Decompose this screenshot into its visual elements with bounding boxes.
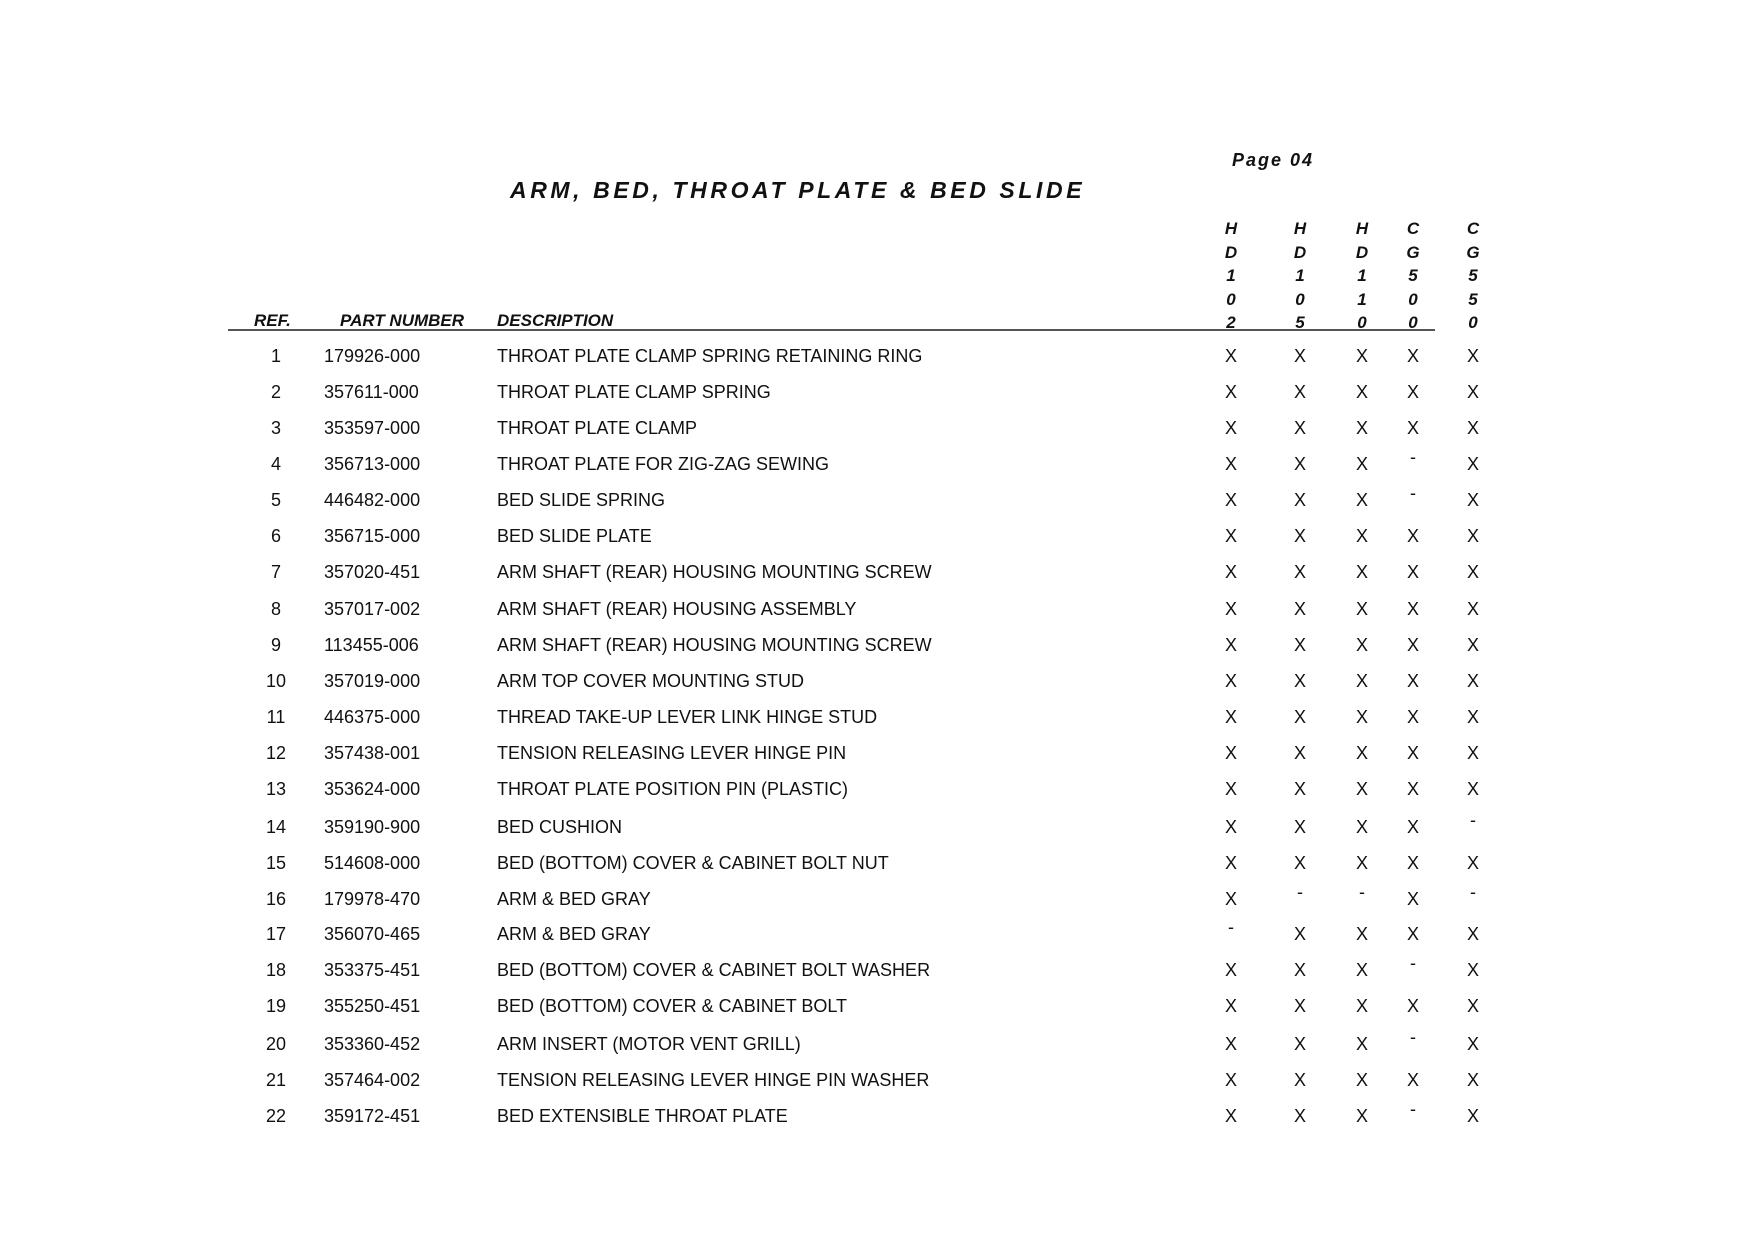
model-mark-cell: X <box>1466 1034 1479 1054</box>
model-mark-cell: X <box>1406 562 1419 582</box>
model-header-char: D <box>1224 242 1238 262</box>
table-row <box>0 705 1754 729</box>
model-mark-cell: X <box>1466 490 1479 510</box>
ref-cell: 15 <box>265 853 287 873</box>
model-mark-cell: - <box>1470 810 1476 830</box>
model-mark-cell: X <box>1293 562 1306 582</box>
table-row <box>0 741 1754 765</box>
description-cell: THROAT PLATE FOR ZIG-ZAG SEWING <box>497 454 830 474</box>
model-mark-cell: X <box>1355 526 1368 546</box>
model-mark-cell: X <box>1466 599 1479 619</box>
model-mark-cell: X <box>1355 599 1368 619</box>
table-row <box>0 1027 1754 1056</box>
model-mark-cell: X <box>1466 671 1479 691</box>
model-mark-cell: X <box>1293 526 1306 546</box>
model-mark-cell: X <box>1406 526 1419 546</box>
table-row <box>0 416 1754 440</box>
model-mark-cell: X <box>1293 490 1306 510</box>
description-cell: ARM & BED GRAY <box>497 924 651 944</box>
model-mark-cell: X <box>1293 418 1306 438</box>
model-mark-cell: X <box>1406 996 1419 1016</box>
model-header-2 <box>1285 217 1315 335</box>
model-mark-cell: X <box>1466 454 1479 474</box>
table-row <box>0 633 1754 657</box>
model-header-char: 5 <box>1295 313 1305 332</box>
model-mark-cell: X <box>1406 817 1419 837</box>
model-mark-cell: X <box>1224 490 1237 510</box>
part-number-cell: 179926-000 <box>324 346 421 366</box>
description-cell: BED SLIDE PLATE <box>497 526 652 546</box>
model-mark-cell: X <box>1406 924 1419 944</box>
model-header-char: 1 <box>1357 266 1367 285</box>
ref-cell: 2 <box>270 382 281 402</box>
model-mark-cell: X <box>1406 382 1419 402</box>
model-mark-cell: X <box>1355 1034 1368 1054</box>
part-number-cell: 353375-451 <box>324 960 421 980</box>
part-number-cell: 353597-000 <box>324 418 421 438</box>
model-header-char: G <box>1406 242 1420 262</box>
description-cell: THROAT PLATE CLAMP SPRING RETAINING RING <box>497 346 923 366</box>
ref-cell: 12 <box>265 743 287 763</box>
model-mark-cell: - <box>1410 953 1416 973</box>
part-number-cell: 356715-000 <box>324 526 421 546</box>
model-mark-cell: X <box>1355 418 1368 438</box>
part-number-cell: 356713-000 <box>324 454 421 474</box>
model-header-char: D <box>1355 242 1369 262</box>
model-mark-cell: X <box>1293 454 1306 474</box>
model-mark-cell: - <box>1410 1027 1416 1047</box>
model-header-char: 2 <box>1226 313 1236 332</box>
part-number-cell: 357020-451 <box>324 562 421 582</box>
model-header-char: D <box>1293 242 1307 262</box>
model-mark-cell: X <box>1466 707 1479 727</box>
description-cell: BED (BOTTOM) COVER & CABINET BOLT NUT <box>497 853 889 873</box>
model-mark-cell: X <box>1355 1070 1368 1090</box>
model-header-char: 5 <box>1468 266 1478 285</box>
ref-cell: 18 <box>265 960 287 980</box>
model-mark-cell: X <box>1293 817 1306 837</box>
part-number-cell: 446375-000 <box>324 707 421 727</box>
model-mark-cell: X <box>1293 346 1306 366</box>
ref-cell: 17 <box>265 924 287 944</box>
model-mark-cell: X <box>1293 779 1306 799</box>
model-mark-cell: X <box>1224 346 1237 366</box>
part-number-cell: 353360-452 <box>324 1034 421 1054</box>
model-mark-cell: - <box>1410 483 1416 503</box>
model-mark-cell: X <box>1406 707 1419 727</box>
description-cell: ARM SHAFT (REAR) HOUSING ASSEMBLY <box>497 599 857 619</box>
model-mark-cell: X <box>1293 1106 1306 1126</box>
ref-cell: 11 <box>266 707 286 727</box>
column-header-description: DESCRIPTION <box>497 311 614 330</box>
model-mark-cell: X <box>1224 671 1237 691</box>
model-mark-cell: X <box>1466 635 1479 655</box>
part-number-cell: 355250-451 <box>324 996 421 1016</box>
model-mark-cell: X <box>1406 599 1419 619</box>
model-header-char: G <box>1466 242 1480 262</box>
model-mark-cell: X <box>1466 996 1479 1016</box>
model-mark-cell: X <box>1466 779 1479 799</box>
description-cell: BED (BOTTOM) COVER & CABINET BOLT WASHER <box>497 960 931 980</box>
model-mark-cell: X <box>1293 1070 1306 1090</box>
model-header-char: 1 <box>1357 289 1367 309</box>
model-header-char: 1 <box>1226 266 1236 285</box>
model-header-char: 0 <box>1408 289 1418 309</box>
model-mark-cell: X <box>1355 779 1368 799</box>
part-number-cell: 359190-900 <box>324 817 421 837</box>
ref-cell: 13 <box>265 779 287 799</box>
model-mark-cell: X <box>1406 889 1419 909</box>
table-row <box>0 851 1754 875</box>
model-mark-cell: X <box>1406 671 1419 691</box>
model-mark-cell: X <box>1355 996 1368 1016</box>
model-mark-cell: X <box>1224 707 1237 727</box>
part-number-cell: 446482-000 <box>324 490 421 510</box>
model-mark-cell: X <box>1355 490 1368 510</box>
model-mark-cell: X <box>1293 671 1306 691</box>
model-header-char: 0 <box>1295 289 1305 309</box>
model-mark-cell: X <box>1224 1034 1237 1054</box>
model-mark-cell: X <box>1293 743 1306 763</box>
part-number-cell: 514608-000 <box>324 853 421 873</box>
description-cell: BED CUSHION <box>497 817 623 837</box>
model-header-char: C <box>1466 219 1480 238</box>
description-cell: BED (BOTTOM) COVER & CABINET BOLT <box>497 996 848 1016</box>
part-number-cell: 357438-001 <box>324 743 421 763</box>
description-cell: TENSION RELEASING LEVER HINGE PIN <box>497 743 847 763</box>
model-header-1 <box>1216 217 1246 335</box>
model-mark-cell: X <box>1224 454 1237 474</box>
model-mark-cell: X <box>1406 779 1419 799</box>
model-mark-cell: X <box>1406 743 1419 763</box>
model-mark-cell: X <box>1224 960 1237 980</box>
model-mark-cell: X <box>1355 562 1368 582</box>
table-row <box>0 483 1754 512</box>
ref-cell: 22 <box>265 1106 287 1126</box>
model-mark-cell: X <box>1355 635 1368 655</box>
description-cell: ARM & BED GRAY <box>497 889 651 909</box>
model-mark-cell: X <box>1406 853 1419 873</box>
model-mark-cell: X <box>1466 1070 1479 1090</box>
description-cell: ARM SHAFT (REAR) HOUSING MOUNTING SCREW <box>497 562 932 582</box>
model-header-4 <box>1398 217 1428 335</box>
ref-cell: 4 <box>270 454 281 474</box>
part-number-cell: 356070-465 <box>324 924 421 944</box>
ref-cell: 10 <box>265 671 287 691</box>
model-mark-cell: X <box>1224 382 1237 402</box>
model-mark-cell: X <box>1406 346 1419 366</box>
model-mark-cell: - <box>1297 882 1303 902</box>
model-mark-cell: X <box>1224 526 1237 546</box>
part-number-cell: 359172-451 <box>324 1106 421 1126</box>
part-number-cell: 179978-470 <box>324 889 421 909</box>
model-mark-cell: X <box>1224 996 1237 1016</box>
page-number: Page 04 <box>1232 150 1315 170</box>
model-mark-cell: - <box>1410 447 1416 467</box>
model-mark-cell: X <box>1293 960 1306 980</box>
part-number-cell: 357019-000 <box>324 671 421 691</box>
model-mark-cell: X <box>1355 346 1368 366</box>
model-mark-cell: X <box>1293 599 1306 619</box>
model-mark-cell: - <box>1470 882 1476 902</box>
part-number-cell: 357611-000 <box>324 382 419 402</box>
table-row <box>0 447 1754 476</box>
model-header-char: H <box>1355 219 1369 238</box>
column-header-ref: REF. <box>254 311 291 330</box>
model-mark-cell: X <box>1466 346 1479 366</box>
ref-cell: 3 <box>270 418 281 438</box>
model-mark-cell: X <box>1466 743 1479 763</box>
ref-cell: 1 <box>270 346 281 366</box>
part-number-cell: 357464-002 <box>324 1070 421 1090</box>
ref-cell: 9 <box>270 635 281 655</box>
description-cell: TENSION RELEASING LEVER HINGE PIN WASHER <box>497 1070 930 1090</box>
description-cell: ARM TOP COVER MOUNTING STUD <box>497 671 805 691</box>
model-mark-cell: X <box>1466 562 1479 582</box>
model-mark-cell: X <box>1466 1106 1479 1126</box>
description-cell: ARM INSERT (MOTOR VENT GRILL) <box>497 1034 801 1054</box>
table-row <box>0 777 1754 801</box>
model-mark-cell: X <box>1293 1034 1306 1054</box>
model-mark-cell: - <box>1410 1099 1416 1119</box>
table-row <box>0 882 1754 911</box>
model-mark-cell: X <box>1466 924 1479 944</box>
part-number-cell: 357017-002 <box>324 599 421 619</box>
table-row <box>0 810 1754 839</box>
ref-cell: 5 <box>270 490 281 510</box>
table-row <box>0 1099 1754 1128</box>
table-row <box>0 917 1754 946</box>
model-mark-cell: X <box>1224 779 1237 799</box>
model-mark-cell: X <box>1224 817 1237 837</box>
model-mark-cell: X <box>1293 924 1306 944</box>
description-cell: THROAT PLATE POSITION PIN (PLASTIC) <box>497 779 849 799</box>
model-mark-cell: X <box>1224 418 1237 438</box>
table-row <box>0 669 1754 693</box>
ref-cell: 21 <box>265 1070 287 1090</box>
model-mark-cell: X <box>1406 1070 1419 1090</box>
model-mark-cell: X <box>1224 853 1237 873</box>
ref-cell: 20 <box>265 1034 287 1054</box>
model-mark-cell: X <box>1466 526 1479 546</box>
model-header-char: 5 <box>1408 266 1418 285</box>
table-row <box>0 953 1754 982</box>
model-header-5 <box>1458 217 1488 335</box>
description-cell: THROAT PLATE CLAMP SPRING <box>497 382 771 402</box>
table-row <box>0 1068 1754 1092</box>
model-mark-cell: X <box>1355 960 1368 980</box>
model-mark-cell: - <box>1359 882 1365 902</box>
model-mark-cell: X <box>1466 960 1479 980</box>
model-mark-cell: X <box>1293 996 1306 1016</box>
model-mark-cell: X <box>1224 1106 1237 1126</box>
model-mark-cell: X <box>1466 418 1479 438</box>
description-cell: THROAT PLATE CLAMP <box>497 418 698 438</box>
table-row <box>0 380 1754 404</box>
model-header-char: 5 <box>1468 289 1478 309</box>
model-mark-cell: X <box>1355 743 1368 763</box>
table-row <box>0 344 1754 368</box>
table-row <box>0 994 1754 1018</box>
ref-cell: 16 <box>265 889 287 909</box>
model-mark-cell: X <box>1406 635 1419 655</box>
model-header-char: 0 <box>1226 289 1236 309</box>
model-mark-cell: X <box>1355 454 1368 474</box>
model-mark-cell: X <box>1224 1070 1237 1090</box>
model-mark-cell: - <box>1228 917 1234 937</box>
ref-cell: 6 <box>270 526 281 546</box>
model-header-char: H <box>1293 219 1307 238</box>
model-mark-cell: X <box>1466 853 1479 873</box>
model-mark-cell: X <box>1224 599 1237 619</box>
model-mark-cell: X <box>1293 635 1306 655</box>
model-header-char: 1 <box>1295 266 1305 285</box>
table-row <box>0 524 1754 548</box>
ref-cell: 14 <box>265 817 287 837</box>
model-mark-cell: X <box>1224 743 1237 763</box>
description-cell: THREAD TAKE-UP LEVER LINK HINGE STUD <box>497 707 878 727</box>
table-row <box>0 560 1754 584</box>
model-mark-cell: X <box>1355 382 1368 402</box>
model-header-3 <box>1347 217 1377 335</box>
page-title: ARM, BED, THROAT PLATE & BED SLIDE <box>510 177 1086 203</box>
description-cell: BED EXTENSIBLE THROAT PLATE <box>497 1106 788 1126</box>
part-number-cell: 113455-006 <box>324 635 419 655</box>
table-row <box>0 597 1754 621</box>
ref-cell: 7 <box>270 562 281 582</box>
model-header-char: 0 <box>1408 313 1418 332</box>
description-cell: ARM SHAFT (REAR) HOUSING MOUNTING SCREW <box>497 635 932 655</box>
model-mark-cell: X <box>1355 817 1368 837</box>
model-mark-cell: X <box>1355 853 1368 873</box>
model-mark-cell: X <box>1293 382 1306 402</box>
model-header-char: 0 <box>1357 313 1367 332</box>
model-mark-cell: X <box>1355 671 1368 691</box>
model-mark-cell: X <box>1355 924 1368 944</box>
model-header-char: C <box>1406 219 1420 238</box>
ref-cell: 19 <box>265 996 287 1016</box>
model-mark-cell: X <box>1224 889 1237 909</box>
model-mark-cell: X <box>1293 707 1306 727</box>
model-mark-cell: X <box>1293 853 1306 873</box>
description-cell: BED SLIDE SPRING <box>497 490 666 510</box>
model-mark-cell: X <box>1406 418 1419 438</box>
model-mark-cell: X <box>1224 562 1237 582</box>
model-header-char: 0 <box>1468 313 1478 332</box>
header-rule <box>228 329 1435 331</box>
column-header-part-number: PART NUMBER <box>340 311 465 330</box>
part-number-cell: 353624-000 <box>324 779 421 799</box>
ref-cell: 8 <box>270 599 281 619</box>
model-header-char: H <box>1224 219 1238 238</box>
model-mark-cell: X <box>1355 1106 1368 1126</box>
model-mark-cell: X <box>1355 707 1368 727</box>
model-mark-cell: X <box>1224 635 1237 655</box>
model-mark-cell: X <box>1466 382 1479 402</box>
